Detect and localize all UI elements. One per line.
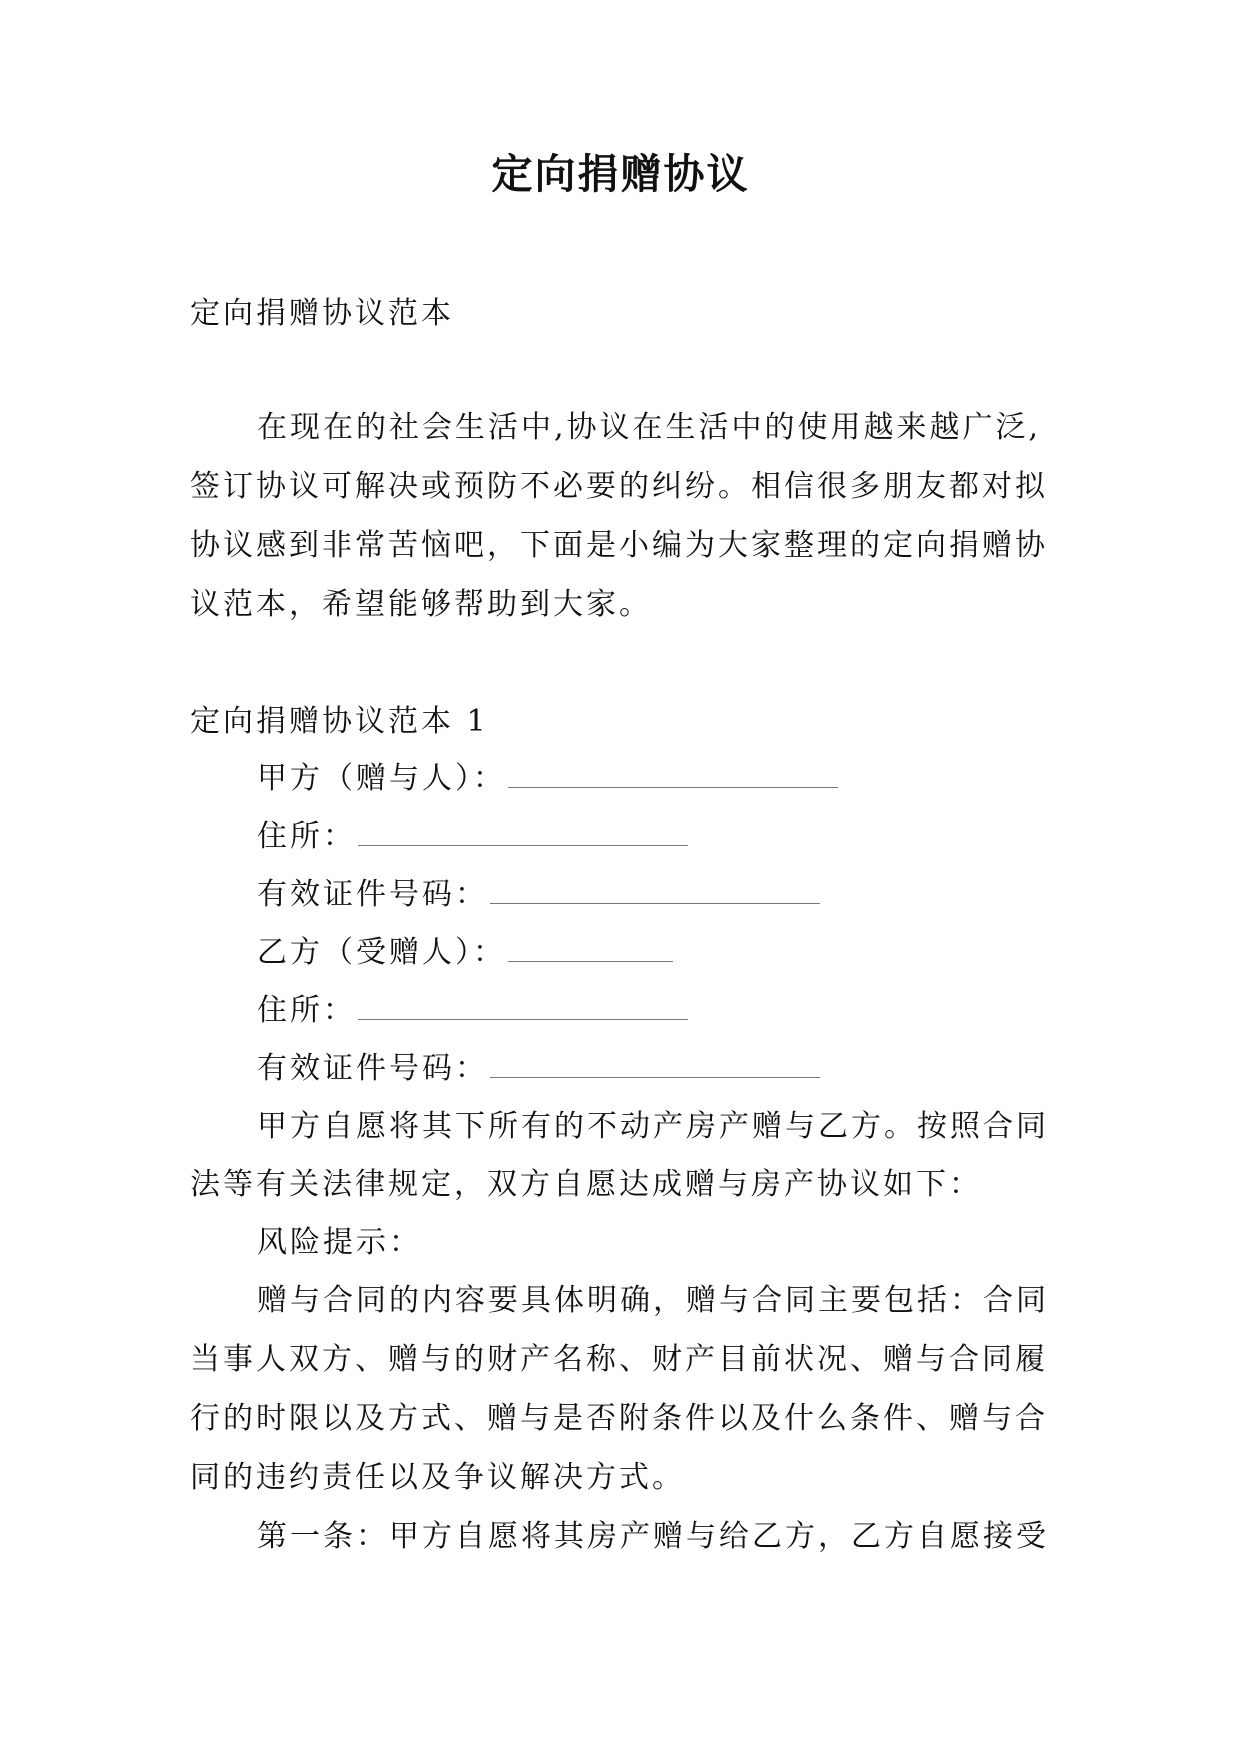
body-line-6: 行的时限以及方式、赠与是否附条件以及什么条件、赠与合 <box>190 1401 1048 1436</box>
body-line-4: 赠与合同的内容要具体明确，赠与合同主要包括：合同 <box>257 1283 1049 1318</box>
field-party-b-address <box>257 989 688 1033</box>
field-label: 有效证件号码： <box>257 1051 488 1086</box>
intro-line-3: 协议感到非常苦恼吧，下面是小编为大家整理的定向捐赠协 <box>190 528 1048 563</box>
field-party-b-id <box>257 1047 820 1091</box>
blank-line <box>508 931 673 962</box>
intro-line-1: 在现在的社会生活中,协议在生活中的使用越来越广泛, <box>257 410 1042 445</box>
blank-line <box>490 1047 820 1078</box>
field-label: 甲方（赠与人）： <box>257 761 506 796</box>
field-label: 有效证件号码： <box>257 877 488 912</box>
field-party-a-address <box>257 815 688 859</box>
subtitle: 定向捐赠协议范本 <box>190 296 454 331</box>
field-party-a-id <box>257 873 820 917</box>
risk-heading: 风险提示： <box>257 1225 422 1260</box>
intro-line-4: 议范本，希望能够帮助到大家。 <box>190 587 652 622</box>
blank-line <box>358 989 688 1020</box>
body-line-1: 甲方自愿将其下所有的不动产房产赠与乙方。按照合同 <box>257 1109 1049 1144</box>
article-one-line: 第一条：甲方自愿将其房产赠与给乙方，乙方自愿接受 <box>257 1519 1049 1554</box>
blank-line <box>490 873 820 904</box>
field-label: 乙方（受赠人）： <box>257 935 506 970</box>
blank-line <box>358 815 688 846</box>
body-line-7: 同的违约责任以及争议解决方式。 <box>190 1460 685 1495</box>
document-title: 定向捐赠协议 <box>491 150 750 198</box>
field-party-b <box>257 931 673 975</box>
sample-heading: 定向捐赠协议范本 1 <box>190 704 489 739</box>
body-line-2: 法等有关法律规定，双方自愿达成赠与房产协议如下： <box>190 1167 982 1202</box>
intro-line-2: 签订协议可解决或预防不必要的纠纷。相信很多朋友都对拟 <box>190 469 1048 504</box>
field-label: 住所： <box>257 993 356 1028</box>
field-party-a <box>257 757 838 801</box>
body-line-5: 当事人双方、赠与的财产名称、财产目前状况、赠与合同履 <box>190 1342 1048 1377</box>
blank-line <box>508 757 838 788</box>
field-label: 住所： <box>257 819 356 854</box>
